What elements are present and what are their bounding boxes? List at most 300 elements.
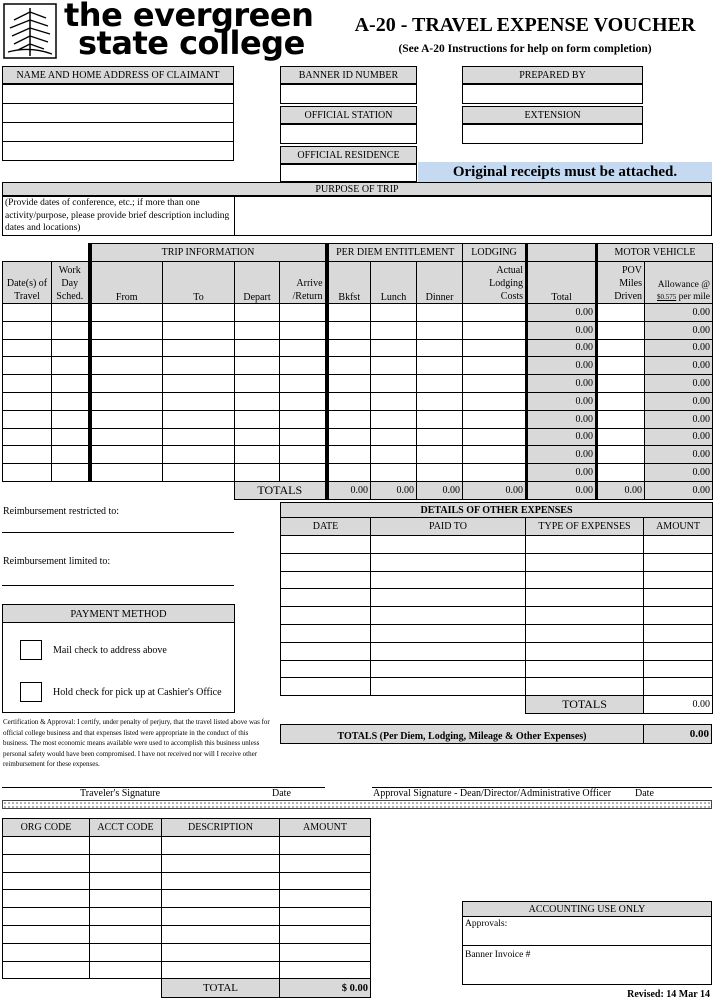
separator-bar [2,800,712,809]
trip-cell-dates[interactable] [3,392,52,410]
trip-cell-workday[interactable] [52,339,90,357]
trip-cell-bkfst[interactable] [327,357,371,375]
other-expense-row [281,571,713,589]
trip-cell-pov[interactable] [597,410,645,428]
trip-cell-from[interactable] [90,321,163,339]
trip-cell-pov[interactable] [597,375,645,393]
trip-cell-dinner[interactable] [417,357,463,375]
mileage-rate: $0.575 [657,293,677,301]
oe-cell-paid-to[interactable] [371,642,526,660]
form-title: A-20 - TRAVEL EXPENSE VOUCHER [354,14,696,36]
trip-cell-arrive[interactable] [280,428,327,446]
oe-cell-type[interactable] [526,678,644,696]
trip-cell-arrive[interactable] [280,392,327,410]
claimant-address-line1[interactable] [2,84,234,104]
acct-cell-desc[interactable] [162,908,280,926]
trip-cell-lunch[interactable] [371,392,417,410]
trip-cell-depart[interactable] [235,321,280,339]
trip-table [2,243,713,500]
trip-cell-workday[interactable] [52,321,90,339]
oe-cell-date[interactable] [281,536,371,554]
trip-cell-dates[interactable] [3,446,52,464]
col-to: To [163,262,235,304]
trip-cell-arrive[interactable] [280,446,327,464]
acct-cell-acct[interactable] [90,854,162,872]
acct-cell-amount[interactable] [280,854,371,872]
trip-cell-lunch[interactable] [371,428,417,446]
trip-cell-lunch[interactable] [371,464,417,482]
trip-cell-lodging[interactable] [463,375,527,393]
trip-cell-from[interactable] [90,428,163,446]
trip-cell-total: 0.00 [527,446,597,464]
oe-cell-amount[interactable] [644,589,713,607]
trip-cell-workday[interactable] [52,446,90,464]
trip-column-header-row [3,262,713,304]
trip-group-spacer [3,244,90,262]
trip-cell-depart[interactable] [235,428,280,446]
oe-cell-paid-to[interactable] [371,660,526,678]
trip-cell-bkfst[interactable] [327,410,371,428]
accounting-row [3,872,371,890]
trip-cell-lodging[interactable] [463,464,527,482]
acct-cell-amount[interactable] [280,890,371,908]
oe-cell-date[interactable] [281,624,371,642]
trip-cell-dates[interactable] [3,357,52,375]
oe-cell-date[interactable] [281,678,371,696]
trip-cell-arrive[interactable] [280,321,327,339]
trip-cell-bkfst[interactable] [327,392,371,410]
other-expenses-title: DETAILS OF OTHER EXPENSES [281,503,713,518]
acct-cell-desc[interactable] [162,854,280,872]
trip-cell-dates[interactable] [3,339,52,357]
acct-cell-org[interactable] [3,961,90,979]
acct-col-org: ORG CODE [3,819,90,837]
total-dinner: 0.00 [417,481,463,499]
total-allowance: 0.00 [645,481,713,499]
mail-check-label: Mail check to address above [53,645,167,656]
official-residence-header: OFFICIAL RESIDENCE [280,146,417,164]
trip-cell-workday[interactable] [52,304,90,322]
hold-check-label: Hold check for pick up at Cashier's Office [53,687,222,698]
oe-totals-label: TOTALS [526,696,644,714]
acct-cell-amount[interactable] [280,872,371,890]
oe-cell-date[interactable] [281,642,371,660]
trip-row [3,446,713,464]
trip-cell-allowance: 0.00 [645,339,713,357]
trip-cell-dates[interactable] [3,321,52,339]
trip-cell-dinner[interactable] [417,428,463,446]
acct-cell-acct[interactable] [90,890,162,908]
trip-cell-dates[interactable] [3,428,52,446]
acct-cell-org[interactable] [3,943,90,961]
acct-cell-desc[interactable] [162,872,280,890]
acct-cell-desc[interactable] [162,943,280,961]
trip-cell-depart[interactable] [235,375,280,393]
approval-signature-label: Approval Signature - Dean/Director/Administrative Officer [373,788,612,799]
trip-row [3,464,713,482]
other-expense-row [281,660,713,678]
oe-cell-paid-to[interactable] [371,607,526,625]
acct-cell-amount[interactable] [280,925,371,943]
trip-cell-depart[interactable] [235,446,280,464]
trip-cell-pov[interactable] [597,321,645,339]
oe-cell-amount[interactable] [644,660,713,678]
oe-cell-type[interactable] [526,624,644,642]
trip-cell-dinner[interactable] [417,464,463,482]
trip-row [3,321,713,339]
trip-cell-arrive[interactable] [280,357,327,375]
trip-cell-arrive[interactable] [280,375,327,393]
trip-cell-lunch[interactable] [371,357,417,375]
motor-vehicle-header: MOTOR VEHICLE [597,244,713,262]
trip-cell-from[interactable] [90,392,163,410]
acct-cell-amount[interactable] [280,943,371,961]
acct-cell-acct[interactable] [90,943,162,961]
trip-row [3,304,713,322]
other-expenses-title-row [281,503,713,518]
lodging-header: LODGING [463,244,527,262]
extension-field[interactable] [462,124,643,144]
certification-text: Certification & Approval: I certify, under penalty of perjury, that the travel listed above was for official college business and that expenses listed were appropriate in the conduct of this business. The most economic means available were used to accomplish this business unless personal safety would have been compromised. I have not received nor will I receive other reimbursement for these expenses. [3,718,270,768]
oe-cell-paid-to[interactable] [371,678,526,696]
acct-cell-acct[interactable] [90,872,162,890]
oe-col-amount: AMOUNT [644,518,713,536]
acct-cell-amount[interactable] [280,908,371,926]
other-expenses-table [280,502,713,714]
banner-invoice-field[interactable] [462,945,712,985]
oe-cell-date[interactable] [281,571,371,589]
oe-col-paid: PAID TO [371,518,526,536]
trip-cell-lodging[interactable] [463,392,527,410]
trip-cell-to[interactable] [163,428,235,446]
trip-cell-dinner[interactable] [417,339,463,357]
other-expense-row [281,553,713,571]
acct-col-acct: ACCT CODE [90,819,162,837]
trip-cell-lunch[interactable] [371,321,417,339]
trip-cell-from[interactable] [90,464,163,482]
trip-cell-dinner[interactable] [417,321,463,339]
trip-cell-lodging[interactable] [463,428,527,446]
trip-cell-workday[interactable] [52,392,90,410]
trip-cell-bkfst[interactable] [327,339,371,357]
trip-cell-pov[interactable] [597,392,645,410]
oe-cell-date[interactable] [281,589,371,607]
accounting-table [2,818,371,998]
purpose-field[interactable] [234,196,712,236]
trip-cell-bkfst[interactable] [327,446,371,464]
mail-check-checkbox[interactable] [20,640,42,660]
trip-cell-pov[interactable] [597,304,645,322]
acct-cell-amount[interactable] [280,837,371,855]
accounting-total-row [3,979,371,998]
other-expense-row [281,607,713,625]
trip-cell-from[interactable] [90,339,163,357]
oe-cell-type[interactable] [526,607,644,625]
trip-cell-depart[interactable] [235,357,280,375]
acct-cell-acct[interactable] [90,925,162,943]
trip-cell-dinner[interactable] [417,446,463,464]
trip-cell-dinner[interactable] [417,410,463,428]
trip-cell-depart[interactable] [235,464,280,482]
acct-cell-org[interactable] [3,854,90,872]
trip-cell-bkfst[interactable] [327,304,371,322]
other-expense-row [281,642,713,660]
trip-cell-workday[interactable] [52,464,90,482]
trip-cell-arrive[interactable] [280,464,327,482]
acct-cell-desc[interactable] [162,837,280,855]
trip-cell-pov[interactable] [597,357,645,375]
trip-cell-pov[interactable] [597,428,645,446]
col-dinner: Dinner [417,262,463,304]
oe-cell-type[interactable] [526,660,644,678]
acct-cell-acct[interactable] [90,961,162,979]
acct-cell-org[interactable] [3,908,90,926]
oe-cell-paid-to[interactable] [371,571,526,589]
totals-spacer [3,481,235,499]
acct-cell-desc[interactable] [162,925,280,943]
trip-cell-lunch[interactable] [371,339,417,357]
trip-row [3,375,713,393]
accounting-row [3,943,371,961]
col-allowance-label: Allowance @ [657,280,711,290]
traveler-signature-label: Traveler's Signature [80,788,161,799]
trip-cell-workday[interactable] [52,375,90,393]
trip-cell-workday[interactable] [52,357,90,375]
reimbursement-restricted-line[interactable] [2,532,234,533]
trip-cell-allowance: 0.00 [645,392,713,410]
claimant-address-line2[interactable] [2,103,234,123]
total-lunch: 0.00 [371,481,417,499]
trip-cell-from[interactable] [90,375,163,393]
trip-cell-arrive[interactable] [280,304,327,322]
trip-cell-dates[interactable] [3,375,52,393]
trip-cell-dates[interactable] [3,304,52,322]
prepared-by-field[interactable] [462,84,643,104]
trip-cell-total: 0.00 [527,410,597,428]
trip-cell-arrive[interactable] [280,339,327,357]
trip-cell-bkfst[interactable] [327,375,371,393]
trip-cell-dinner[interactable] [417,304,463,322]
trip-cell-lodging[interactable] [463,410,527,428]
oe-cell-amount[interactable] [644,624,713,642]
trip-cell-lodging[interactable] [463,304,527,322]
trip-cell-lunch[interactable] [371,375,417,393]
trip-cell-lodging[interactable] [463,446,527,464]
trip-cell-pov[interactable] [597,339,645,357]
trip-cell-allowance: 0.00 [645,410,713,428]
accounting-row [3,890,371,908]
reimbursement-limited-label: Reimbursement limited to: [3,556,111,567]
other-expenses-header-row [281,518,713,536]
trip-cell-workday[interactable] [52,428,90,446]
trip-cell-depart[interactable] [235,304,280,322]
acct-col-desc: DESCRIPTION [162,819,280,837]
hold-check-checkbox[interactable] [20,682,42,702]
acct-cell-acct[interactable] [90,908,162,926]
trip-group-header-row [3,244,713,262]
trip-row [3,339,713,357]
acct-cell-desc[interactable] [162,890,280,908]
trip-cell-allowance: 0.00 [645,304,713,322]
col-allowance-unit: per mile [678,292,711,302]
acct-cell-org[interactable] [3,872,90,890]
acct-cell-desc[interactable] [162,961,280,979]
oe-cell-paid-to[interactable] [371,536,526,554]
other-expense-row [281,536,713,554]
total-total: 0.00 [527,481,597,499]
oe-cell-paid-to[interactable] [371,624,526,642]
acct-cell-amount[interactable] [280,961,371,979]
trip-cell-dinner[interactable] [417,392,463,410]
approval-date-label: Date [635,788,654,799]
claimant-address-line3[interactable] [2,122,234,142]
acct-cell-acct[interactable] [90,837,162,855]
college-logo [2,0,314,62]
trip-cell-dates[interactable] [3,410,52,428]
official-station-header: OFFICIAL STATION [280,106,417,124]
form-subtitle: (See A-20 Instructions for help on form completion) [398,43,652,55]
trip-cell-total: 0.00 [527,304,597,322]
oe-cell-amount[interactable] [644,553,713,571]
trip-cell-bkfst[interactable] [327,464,371,482]
total-pov: 0.00 [597,481,645,499]
oe-cell-amount[interactable] [644,536,713,554]
oe-cell-type[interactable] [526,642,644,660]
purpose-instructions-text: (Provide dates of conference, etc.; if more than one activity/purpose, please provide brief description including dates and locations) [5,198,230,233]
oe-cell-paid-to[interactable] [371,553,526,571]
col-pov: POV Miles Driven [597,262,645,304]
oe-cell-date[interactable] [281,607,371,625]
trip-cell-depart[interactable] [235,392,280,410]
logo-text-line2: state college [78,24,305,62]
trip-cell-to[interactable] [163,339,235,357]
trip-cell-from[interactable] [90,410,163,428]
trip-cell-from[interactable] [90,446,163,464]
accounting-row [3,854,371,872]
trip-cell-lunch[interactable] [371,304,417,322]
trip-cell-allowance: 0.00 [645,446,713,464]
trip-totals-row [3,481,713,499]
oe-col-type: TYPE OF EXPENSES [526,518,644,536]
oe-cell-date[interactable] [281,660,371,678]
trip-cell-depart[interactable] [235,410,280,428]
trip-cell-to[interactable] [163,321,235,339]
trip-cell-arrive[interactable] [280,410,327,428]
oe-cell-paid-to[interactable] [371,589,526,607]
col-bkfst: Bkfst [327,262,371,304]
trip-cell-bkfst[interactable] [327,321,371,339]
trip-row [3,410,713,428]
trip-cell-to[interactable] [163,410,235,428]
claimant-name-header: NAME AND HOME ADDRESS OF CLAIMANT [2,66,234,84]
col-total: Total [527,262,597,304]
col-allowance [645,262,713,304]
trip-cell-lodging[interactable] [463,321,527,339]
trip-cell-lodging[interactable] [463,339,527,357]
trip-row [3,357,713,375]
oe-cell-type[interactable] [526,571,644,589]
acct-cell-org[interactable] [3,890,90,908]
col-depart: Depart [235,262,280,304]
other-expense-row [281,624,713,642]
trip-cell-from[interactable] [90,357,163,375]
oe-cell-amount[interactable] [644,642,713,660]
other-expense-row [281,678,713,696]
other-expenses-totals-row [281,696,713,714]
col-workday: Work Day Sched. [52,262,90,304]
trip-cell-to[interactable] [163,446,235,464]
accounting-header-row [3,819,371,837]
acct-cell-org[interactable] [3,837,90,855]
banner-id-field[interactable] [280,84,417,104]
col-lodging: Actual Lodging Costs [463,262,527,304]
trip-cell-from[interactable] [90,304,163,322]
oe-cell-amount[interactable] [644,571,713,589]
trip-cell-allowance: 0.00 [645,357,713,375]
trip-cell-total: 0.00 [527,392,597,410]
revised-date: Revised: 14 Mar 14 [627,989,710,1000]
official-residence-field[interactable] [280,164,417,182]
oe-cell-date[interactable] [281,553,371,571]
trip-cell-total: 0.00 [527,357,597,375]
acct-total-value: $ 0.00 [280,979,371,998]
trip-cell-bkfst[interactable] [327,428,371,446]
trip-cell-pov[interactable] [597,464,645,482]
prepared-by-header: PREPARED BY [462,66,643,84]
trip-cell-lunch[interactable] [371,410,417,428]
oe-cell-type[interactable] [526,536,644,554]
trip-cell-allowance: 0.00 [645,375,713,393]
trip-cell-pov[interactable] [597,446,645,464]
trip-cell-lunch[interactable] [371,446,417,464]
trip-cell-depart[interactable] [235,339,280,357]
reimbursement-restricted-label: Reimbursement restricted to: [3,506,120,517]
col-arrive: Arrive /Return [280,262,327,304]
trip-row [3,428,713,446]
payment-method-box [2,622,235,713]
trip-cell-to[interactable] [163,304,235,322]
acct-total-spacer [3,979,162,998]
trip-row [3,392,713,410]
trip-cell-to[interactable] [163,375,235,393]
other-expense-row [281,589,713,607]
trip-cell-to[interactable] [163,357,235,375]
trip-cell-dates[interactable] [3,464,52,482]
oe-cell-amount[interactable] [644,607,713,625]
trip-cell-to[interactable] [163,392,235,410]
oe-cell-amount[interactable] [644,678,713,696]
trip-cell-workday[interactable] [52,410,90,428]
trip-cell-lodging[interactable] [463,357,527,375]
oe-cell-type[interactable] [526,589,644,607]
col-lunch: Lunch [371,262,417,304]
official-station-field[interactable] [280,124,417,144]
col-from: From [90,262,163,304]
trip-cell-total: 0.00 [527,375,597,393]
trip-cell-dinner[interactable] [417,375,463,393]
purpose-instructions [2,196,235,236]
reimbursement-limited-line[interactable] [2,585,234,586]
trip-cell-allowance: 0.00 [645,464,713,482]
grand-total-label: TOTALS (Per Diem, Lodging, Mileage & Other Expenses) [280,724,644,744]
claimant-address-line4[interactable] [2,141,234,161]
approvals-field[interactable] [462,916,712,946]
oe-cell-type[interactable] [526,553,644,571]
traveler-date-label: Date [272,788,291,799]
banner-invoice-label: Banner Invoice # [465,950,531,960]
acct-cell-org[interactable] [3,925,90,943]
trip-cell-to[interactable] [163,464,235,482]
